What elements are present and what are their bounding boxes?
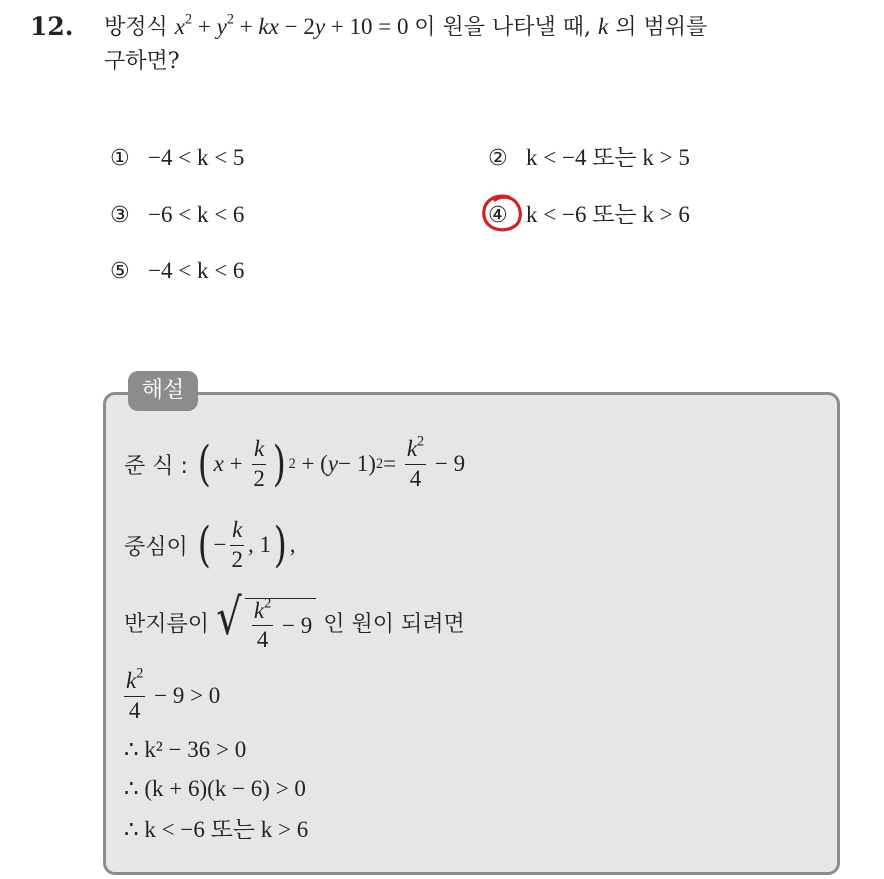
- solution-line-center: [124, 512, 295, 578]
- question-prefix: 방정식: [104, 15, 168, 40]
- solution-tab-label: 해설: [128, 371, 198, 411]
- line3-prefix: 반지름이: [124, 611, 210, 637]
- line1-equation: ( x + $\frac{k}{2}$ ) 2 + ( y − 1) 2 = $\frac{k^2}{4}$ − 9: [197, 433, 466, 492]
- choice-marker: ②: [488, 146, 508, 171]
- question-line2: 구하면?: [104, 49, 180, 74]
- line2-prefix: 중심이: [124, 534, 188, 560]
- choice-5[interactable]: [110, 255, 244, 287]
- choice-text: k < −4 또는 k > 5: [526, 145, 690, 170]
- choice-1[interactable]: [110, 142, 244, 174]
- question-mid: 이 원을 나타낼 때,: [414, 15, 591, 40]
- solution-line-5: [124, 734, 246, 766]
- question-equation: $x^2 + y^2$ + kx − 2y + 10 = 0: [174, 11, 415, 39]
- choice-text: −4 < k < 6: [148, 258, 245, 283]
- choice-2[interactable]: [488, 142, 690, 174]
- solution-line-radius: [124, 588, 465, 656]
- line7-text: ∴ k < −6 또는 k > 6: [124, 816, 309, 842]
- solution-line-6: [124, 773, 306, 805]
- radius-sqrt: √ $\frac{k^2}{4}$ − 9: [213, 592, 316, 652]
- solution-line-inequality: [124, 664, 220, 728]
- solution-line-standard-form: [124, 428, 465, 500]
- choice-marker: ④: [488, 203, 508, 228]
- choice-marker: ①: [110, 146, 130, 171]
- line3-suffix: 인 원이 되려면: [323, 611, 465, 637]
- choice-marker: ⑤: [110, 259, 130, 284]
- question-k: k: [598, 14, 609, 39]
- choice-text: −4 < k < 5: [148, 145, 245, 170]
- question-text: [104, 10, 874, 79]
- question-suffix: 의 범위를: [615, 15, 708, 40]
- line5-text: ∴ k² − 36 > 0: [124, 737, 247, 762]
- question-number: 12.: [30, 12, 74, 41]
- solution-line-7: [124, 811, 308, 843]
- choice-3[interactable]: [110, 199, 244, 231]
- choice-text: −6 < k < 6: [148, 202, 245, 227]
- choice-4[interactable]: [488, 199, 690, 231]
- choice-marker: ③: [110, 203, 130, 228]
- line1-prefix: 준 식 :: [124, 453, 188, 479]
- choice-text: k < −6 또는 k > 6: [526, 202, 690, 227]
- line2-center-coords: ( − $\frac{k}{2}$ , 1 ) ,: [197, 517, 296, 573]
- line4-inequality: $\frac{k^2}{4}$ − 9 > 0: [126, 665, 221, 723]
- line6-text: ∴ (k + 6)(k − 6) > 0: [124, 776, 306, 801]
